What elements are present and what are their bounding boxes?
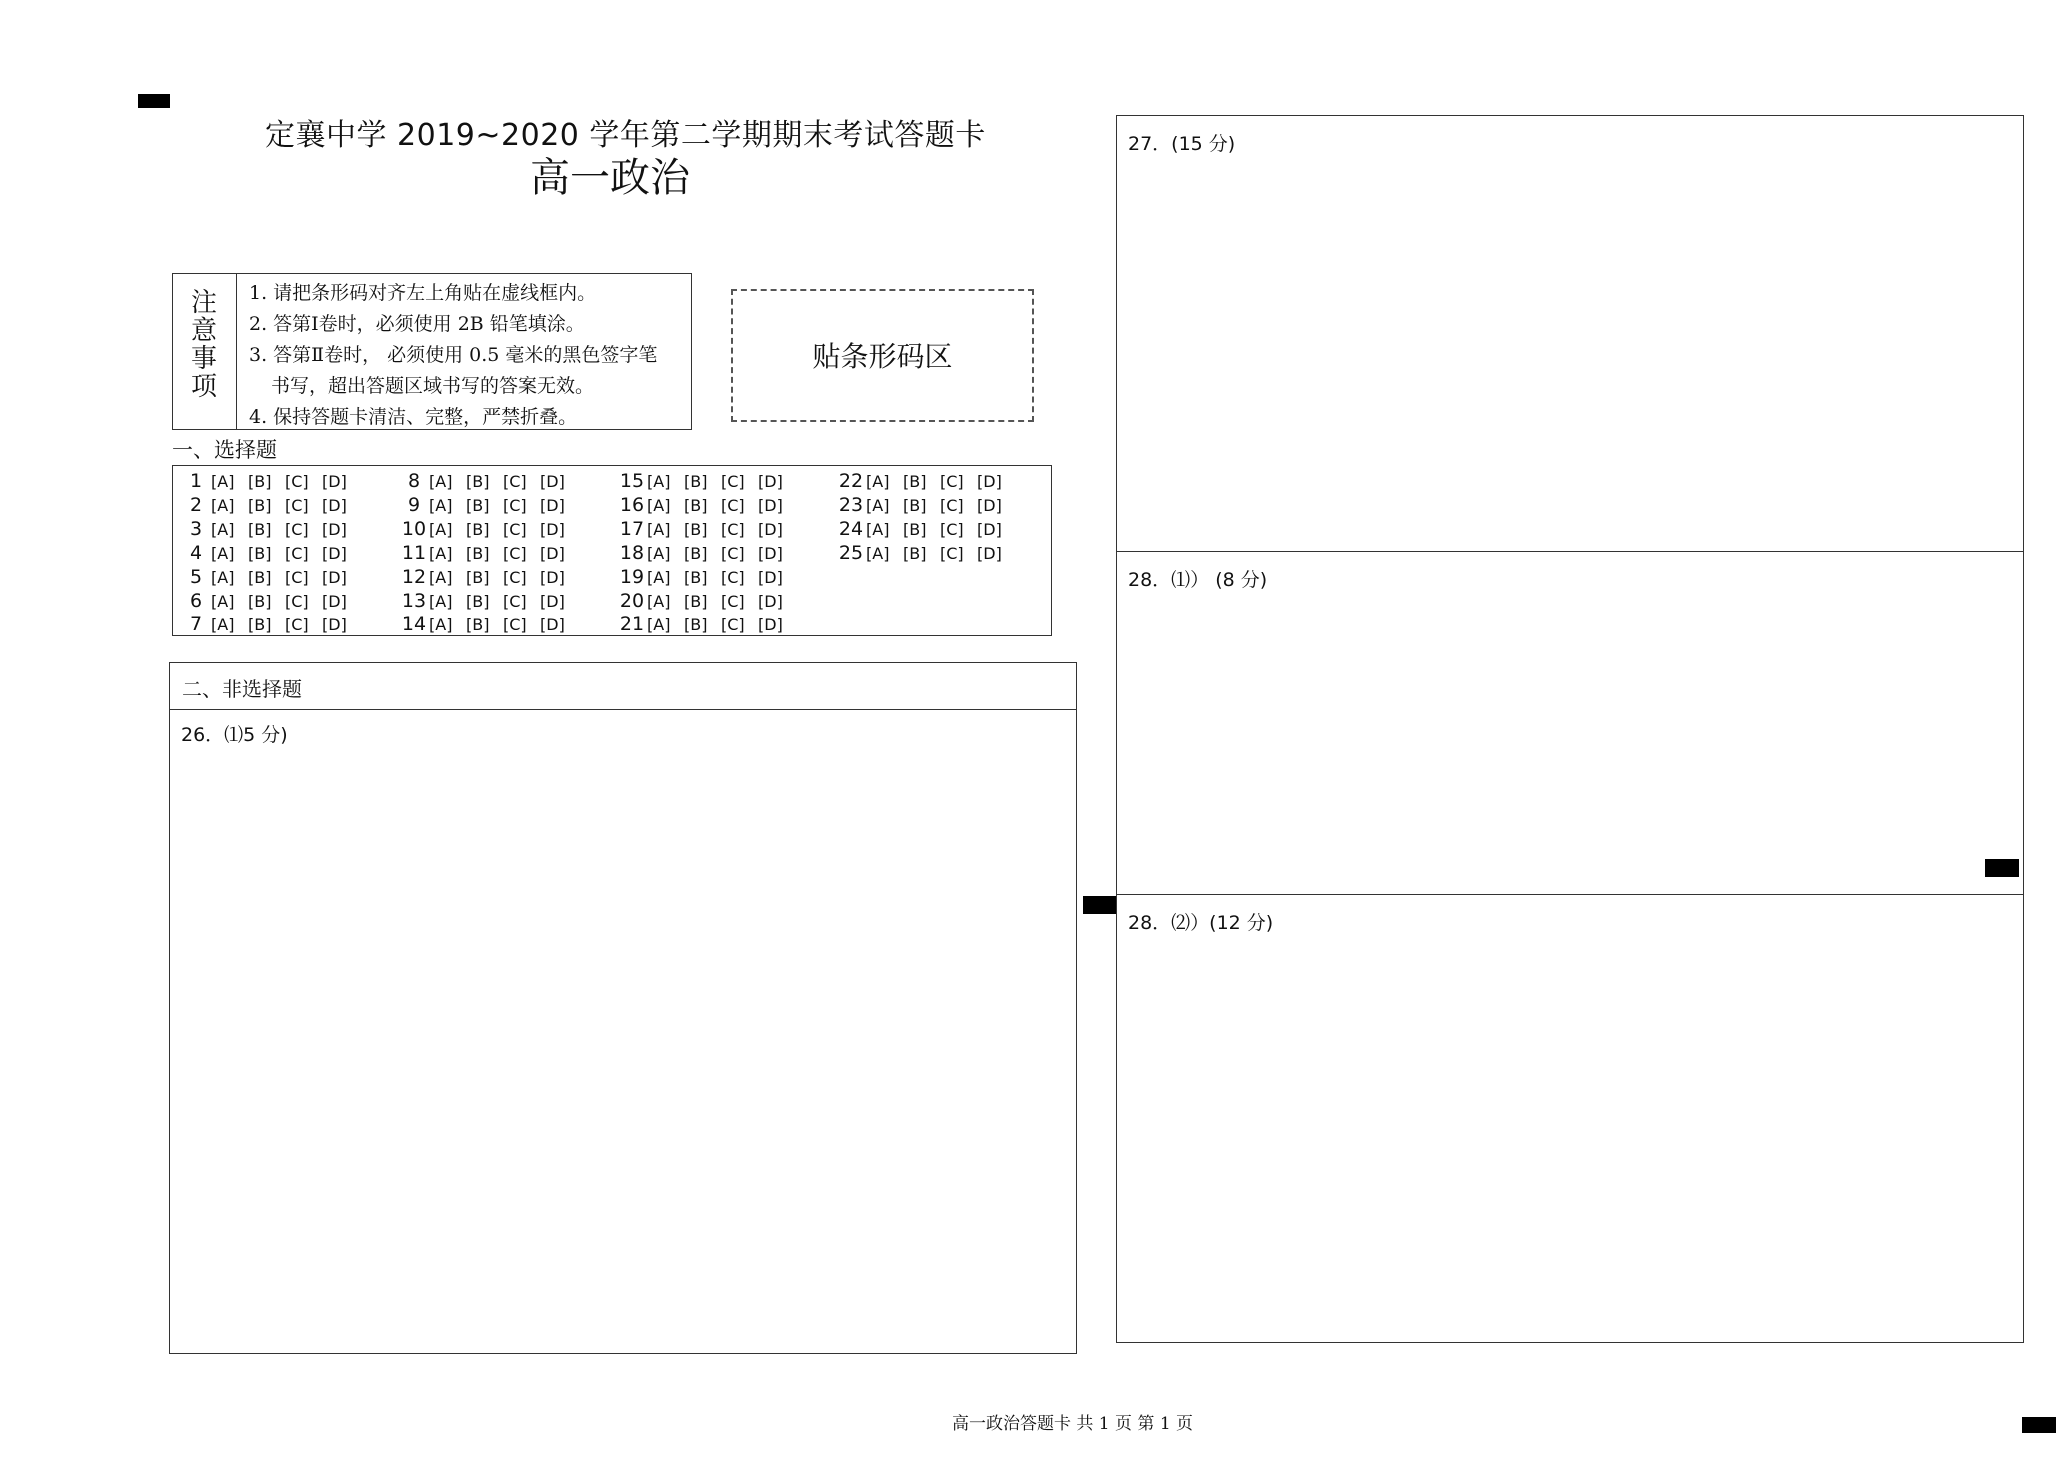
choice-question bbox=[617, 613, 795, 635]
answer-option-bubble[interactable]: [C] bbox=[285, 615, 309, 634]
question-27-answer-area[interactable] bbox=[1117, 160, 2023, 550]
answer-option-bubble[interactable]: [C] bbox=[503, 568, 527, 587]
answer-option-bubble[interactable]: [A] bbox=[866, 472, 890, 491]
notice-label-char: 事 bbox=[191, 344, 218, 374]
answer-option-bubble[interactable]: [C] bbox=[721, 520, 745, 539]
answer-option-bubble[interactable]: [D] bbox=[977, 520, 1002, 539]
choice-question bbox=[181, 590, 359, 612]
answer-option-bubble[interactable]: [A] bbox=[866, 496, 890, 515]
answer-option-bubble[interactable]: [B] bbox=[248, 520, 272, 539]
choice-question bbox=[181, 566, 359, 588]
question-number: 19 bbox=[619, 566, 645, 588]
nonchoice-panel bbox=[169, 662, 1077, 1354]
answer-option-bubble[interactable]: [B] bbox=[466, 615, 490, 634]
question-number: 15 bbox=[619, 470, 645, 492]
answer-option-bubble[interactable]: [B] bbox=[903, 496, 927, 515]
barcode-label: 贴条形码区 bbox=[812, 340, 953, 373]
answer-option-bubble[interactable]: [A] bbox=[866, 544, 890, 563]
notice-item: 3. 答第Ⅱ卷时， 必须使用 0.5 毫米的黑色签字笔 bbox=[249, 344, 658, 366]
question-26-answer-area[interactable] bbox=[170, 753, 1076, 1353]
answer-option-bubble[interactable]: [C] bbox=[503, 496, 527, 515]
choice-question bbox=[617, 470, 795, 492]
exam-title: 定襄中学 2019~2020 学年第二学期期末考试答题卡 bbox=[265, 118, 986, 153]
choice-question bbox=[399, 494, 577, 516]
notice-item: 1. 请把条形码对齐左上角贴在虚线框内。 bbox=[249, 282, 597, 304]
notice-label-char: 项 bbox=[191, 372, 218, 402]
answer-option-bubble[interactable]: [B] bbox=[466, 520, 490, 539]
answer-option-bubble[interactable]: [A] bbox=[211, 544, 235, 563]
answer-option-bubble[interactable]: [B] bbox=[684, 544, 708, 563]
answer-option-bubble[interactable]: [A] bbox=[647, 520, 671, 539]
choice-answer-grid bbox=[172, 465, 1052, 636]
answer-option-bubble[interactable]: [B] bbox=[684, 592, 708, 611]
answer-option-bubble[interactable]: [A] bbox=[647, 496, 671, 515]
answer-option-bubble[interactable]: [B] bbox=[903, 472, 927, 491]
answer-option-bubble[interactable]: [C] bbox=[285, 472, 309, 491]
answer-option-bubble[interactable]: [B] bbox=[684, 472, 708, 491]
answer-option-bubble[interactable]: [D] bbox=[977, 472, 1002, 491]
divider-line bbox=[1117, 551, 2023, 552]
notice-label bbox=[173, 274, 237, 429]
answer-option-bubble[interactable]: [D] bbox=[540, 592, 565, 611]
question-28-1-label: 28．⑴） (8 分) bbox=[1128, 569, 1268, 591]
question-number: 14 bbox=[401, 613, 427, 635]
answer-option-bubble[interactable]: [B] bbox=[248, 568, 272, 587]
answer-option-bubble[interactable]: [C] bbox=[285, 544, 309, 563]
question-number: 11 bbox=[401, 542, 427, 564]
answer-option-bubble[interactable]: [A] bbox=[429, 544, 453, 563]
answer-option-bubble[interactable]: [A] bbox=[429, 615, 453, 634]
answer-option-bubble[interactable]: [A] bbox=[211, 520, 235, 539]
answer-option-bubble[interactable]: [D] bbox=[758, 496, 783, 515]
answer-option-bubble[interactable]: [C] bbox=[285, 496, 309, 515]
answer-option-bubble[interactable]: [C] bbox=[503, 520, 527, 539]
question-number: 21 bbox=[619, 613, 645, 635]
nonchoice-header bbox=[170, 663, 1076, 710]
answer-option-bubble[interactable]: [B] bbox=[684, 520, 708, 539]
choice-question bbox=[836, 518, 1014, 540]
answer-option-bubble[interactable]: [C] bbox=[721, 496, 745, 515]
answer-option-bubble[interactable]: [B] bbox=[684, 615, 708, 634]
choice-question bbox=[181, 494, 359, 516]
answer-option-bubble[interactable]: [D] bbox=[322, 592, 347, 611]
question-28-2-label: 28．⑵）(12 分) bbox=[1128, 912, 1274, 934]
question-27-label: 27．(15 分) bbox=[1128, 133, 1236, 155]
choice-question bbox=[399, 613, 577, 635]
choice-question bbox=[181, 518, 359, 540]
answer-option-bubble[interactable]: [C] bbox=[940, 544, 964, 563]
answer-option-bubble[interactable]: [A] bbox=[211, 592, 235, 611]
choice-question bbox=[617, 494, 795, 516]
choice-question bbox=[836, 494, 1014, 516]
notice-label-char: 意 bbox=[191, 316, 218, 346]
answer-option-bubble[interactable]: [B] bbox=[466, 496, 490, 515]
question-number: 5 bbox=[189, 566, 203, 588]
right-answer-panel bbox=[1116, 115, 2024, 1343]
choice-question bbox=[617, 518, 795, 540]
question-28-1-answer-area[interactable] bbox=[1117, 596, 2023, 892]
answer-option-bubble[interactable]: [A] bbox=[647, 592, 671, 611]
question-number: 2 bbox=[189, 494, 203, 516]
answer-option-bubble[interactable]: [B] bbox=[466, 568, 490, 587]
notice-box bbox=[172, 273, 692, 430]
answer-option-bubble[interactable]: [B] bbox=[248, 592, 272, 611]
question-number: 4 bbox=[189, 542, 203, 564]
question-number: 13 bbox=[401, 590, 427, 612]
notice-item: 书写，超出答题区域书写的答案无效。 bbox=[271, 375, 595, 397]
choice-question bbox=[399, 518, 577, 540]
notice-label-char: 注 bbox=[191, 288, 218, 318]
choice-question bbox=[617, 542, 795, 564]
answer-option-bubble[interactable]: [D] bbox=[540, 568, 565, 587]
answer-option-bubble[interactable]: [D] bbox=[758, 472, 783, 491]
choice-question bbox=[617, 566, 795, 588]
answer-option-bubble[interactable]: [D] bbox=[540, 496, 565, 515]
answer-option-bubble[interactable]: [C] bbox=[285, 520, 309, 539]
question-number: 20 bbox=[619, 590, 645, 612]
answer-option-bubble[interactable]: [B] bbox=[248, 544, 272, 563]
question-number: 24 bbox=[838, 518, 864, 540]
question-number: 9 bbox=[407, 494, 421, 516]
answer-option-bubble[interactable]: [D] bbox=[758, 568, 783, 587]
answer-option-bubble[interactable]: [D] bbox=[977, 544, 1002, 563]
answer-option-bubble[interactable]: [D] bbox=[540, 472, 565, 491]
answer-option-bubble[interactable]: [B] bbox=[466, 472, 490, 491]
answer-option-bubble[interactable]: [D] bbox=[540, 544, 565, 563]
answer-option-bubble[interactable]: [D] bbox=[758, 544, 783, 563]
choice-question bbox=[181, 542, 359, 564]
answer-option-bubble[interactable]: [D] bbox=[540, 615, 565, 634]
answer-option-bubble[interactable]: [B] bbox=[248, 472, 272, 491]
answer-option-bubble[interactable]: [B] bbox=[466, 544, 490, 563]
answer-option-bubble[interactable]: [D] bbox=[322, 520, 347, 539]
answer-option-bubble[interactable]: [A] bbox=[429, 520, 453, 539]
answer-option-bubble[interactable]: [A] bbox=[647, 568, 671, 587]
answer-option-bubble[interactable]: [D] bbox=[322, 472, 347, 491]
answer-option-bubble[interactable]: [B] bbox=[684, 568, 708, 587]
divider-line bbox=[1117, 894, 2023, 895]
choice-section-title: 一、选择题 bbox=[172, 438, 277, 462]
answer-option-bubble[interactable]: [D] bbox=[322, 496, 347, 515]
question-number: 12 bbox=[401, 566, 427, 588]
answer-option-bubble[interactable]: [C] bbox=[503, 472, 527, 491]
answer-option-bubble[interactable]: [D] bbox=[322, 615, 347, 634]
answer-option-bubble[interactable]: [C] bbox=[503, 615, 527, 634]
answer-option-bubble[interactable]: [B] bbox=[903, 544, 927, 563]
answer-option-bubble[interactable]: [B] bbox=[903, 520, 927, 539]
answer-option-bubble[interactable]: [C] bbox=[721, 592, 745, 611]
choice-question bbox=[181, 470, 359, 492]
answer-option-bubble[interactable]: [B] bbox=[248, 615, 272, 634]
answer-option-bubble[interactable]: [C] bbox=[940, 472, 964, 491]
answer-option-bubble[interactable]: [D] bbox=[322, 568, 347, 587]
question-number: 1 bbox=[189, 470, 203, 492]
choice-question bbox=[836, 542, 1014, 564]
notice-item: 2. 答第Ⅰ卷时，必须使用 2B 铅笔填涂。 bbox=[249, 313, 585, 335]
alignment-mark-top-left bbox=[138, 94, 170, 108]
choice-question bbox=[399, 566, 577, 588]
barcode-area bbox=[731, 289, 1034, 422]
choice-question bbox=[836, 470, 1014, 492]
question-number: 7 bbox=[189, 613, 203, 635]
alignment-mark-middle bbox=[1083, 896, 1116, 914]
answer-option-bubble[interactable]: [C] bbox=[503, 544, 527, 563]
choice-question bbox=[617, 590, 795, 612]
question-number: 6 bbox=[189, 590, 203, 612]
question-26-label: 26．⑴5 分) bbox=[181, 724, 288, 746]
answer-option-bubble[interactable]: [A] bbox=[647, 615, 671, 634]
answer-option-bubble[interactable]: [D] bbox=[758, 592, 783, 611]
answer-option-bubble[interactable]: [A] bbox=[429, 496, 453, 515]
question-number: 22 bbox=[838, 470, 864, 492]
answer-option-bubble[interactable]: [C] bbox=[721, 568, 745, 587]
choice-question bbox=[399, 470, 577, 492]
choice-question bbox=[181, 613, 359, 635]
answer-option-bubble[interactable]: [A] bbox=[211, 496, 235, 515]
answer-option-bubble[interactable]: [C] bbox=[940, 520, 964, 539]
answer-option-bubble[interactable]: [B] bbox=[684, 496, 708, 515]
answer-option-bubble[interactable]: [A] bbox=[211, 615, 235, 634]
answer-option-bubble[interactable]: [A] bbox=[647, 544, 671, 563]
choice-question bbox=[399, 542, 577, 564]
answer-option-bubble[interactable]: [D] bbox=[758, 520, 783, 539]
subject-title: 高一政治 bbox=[530, 155, 690, 201]
answer-option-bubble[interactable]: [C] bbox=[285, 592, 309, 611]
question-number: 18 bbox=[619, 542, 645, 564]
answer-option-bubble[interactable]: [A] bbox=[429, 472, 453, 491]
nonchoice-section-title: 二、非选择题 bbox=[182, 677, 302, 701]
answer-option-bubble[interactable]: [C] bbox=[503, 592, 527, 611]
notice-list bbox=[249, 278, 689, 433]
answer-option-bubble[interactable]: [B] bbox=[248, 496, 272, 515]
answer-option-bubble[interactable]: [C] bbox=[940, 496, 964, 515]
answer-option-bubble[interactable]: [A] bbox=[211, 568, 235, 587]
answer-option-bubble[interactable]: [B] bbox=[466, 592, 490, 611]
answer-option-bubble[interactable]: [A] bbox=[866, 520, 890, 539]
question-number: 8 bbox=[407, 470, 421, 492]
alignment-mark-bottom-right bbox=[2022, 1417, 2056, 1433]
answer-option-bubble[interactable]: [D] bbox=[758, 615, 783, 634]
choice-question bbox=[399, 590, 577, 612]
answer-option-bubble[interactable]: [A] bbox=[429, 592, 453, 611]
notice-item: 4. 保持答题卡清洁、完整，严禁折叠。 bbox=[249, 406, 578, 428]
question-28-2-answer-area[interactable] bbox=[1117, 938, 2023, 1342]
answer-option-bubble[interactable]: [C] bbox=[721, 472, 745, 491]
answer-option-bubble[interactable]: [C] bbox=[721, 544, 745, 563]
question-number: 3 bbox=[189, 518, 203, 540]
answer-option-bubble[interactable]: [C] bbox=[285, 568, 309, 587]
question-number: 17 bbox=[619, 518, 645, 540]
question-number: 10 bbox=[401, 518, 427, 540]
answer-option-bubble[interactable]: [A] bbox=[211, 472, 235, 491]
answer-option-bubble[interactable]: [A] bbox=[647, 472, 671, 491]
page-footer: 高一政治答题卡 共 1 页 第 1 页 bbox=[952, 1414, 1194, 1434]
answer-option-bubble[interactable]: [A] bbox=[429, 568, 453, 587]
question-number: 25 bbox=[838, 542, 864, 564]
answer-option-bubble[interactable]: [D] bbox=[322, 544, 347, 563]
answer-option-bubble[interactable]: [D] bbox=[540, 520, 565, 539]
answer-option-bubble[interactable]: [C] bbox=[721, 615, 745, 634]
question-number: 16 bbox=[619, 494, 645, 516]
answer-option-bubble[interactable]: [D] bbox=[977, 496, 1002, 515]
question-number: 23 bbox=[838, 494, 864, 516]
